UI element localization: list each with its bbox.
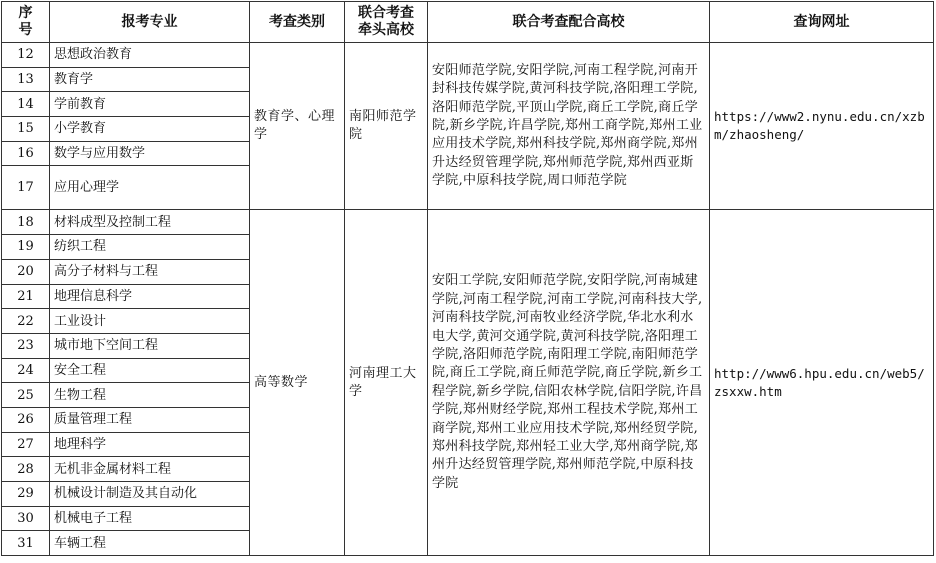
header-major: 报考专业 [50, 2, 250, 43]
row-seq: 30 [2, 506, 50, 531]
row-seq: 15 [2, 117, 50, 142]
admission-table [1, 1, 934, 556]
row-major: 地理科学 [50, 432, 250, 457]
row-seq: 27 [2, 432, 50, 457]
group1-query-url[interactable]: https://www2.nynu.edu.cn/xzbm/zhaosheng/ [710, 43, 934, 210]
group2-category: 高等数学 [250, 210, 345, 556]
row-seq: 21 [2, 284, 50, 309]
row-seq: 19 [2, 235, 50, 260]
group1-lead-school: 南阳师范学院 [345, 43, 428, 210]
table-row [2, 210, 934, 235]
group1-category: 教育学、心理学 [250, 43, 345, 210]
row-major: 纺织工程 [50, 235, 250, 260]
header-partner-schools: 联合考查配合高校 [428, 2, 710, 43]
group1-partner-schools: 安阳师范学院,安阳学院,河南工程学院,河南开封科技传媒学院,黄河科技学院,洛阳理工学院,洛阳师范学院,平顶山学院,商丘工学院,商丘学院,新乡学院,许昌学院,郑州工商学院,郑州工业应用技术学院,郑州科技学院,郑州商学院,郑州升达经贸管理学院,郑州师范学院,郑州西亚斯学院,中原科技学院,周口师范学院 [428, 43, 710, 210]
row-major: 地理信息科学 [50, 284, 250, 309]
header-row [2, 2, 934, 43]
row-major: 工业设计 [50, 309, 250, 334]
row-major: 车辆工程 [50, 531, 250, 556]
row-seq: 24 [2, 358, 50, 383]
header-query-url: 查询网址 [710, 2, 934, 43]
row-major: 教育学 [50, 67, 250, 92]
row-major: 应用心理学 [50, 166, 250, 210]
row-seq: 29 [2, 482, 50, 507]
group2-lead-school: 河南理工大学 [345, 210, 428, 556]
row-major: 小学教育 [50, 117, 250, 142]
row-major: 材料成型及控制工程 [50, 210, 250, 235]
group2-query-url[interactable]: http://www6.hpu.edu.cn/web5/zsxxw.htm [710, 210, 934, 556]
header-lead-school: 联合考查牵头高校 [345, 2, 428, 43]
row-seq: 20 [2, 259, 50, 284]
table-row [2, 43, 934, 68]
row-major: 生物工程 [50, 383, 250, 408]
row-major: 城市地下空间工程 [50, 333, 250, 358]
row-major: 无机非金属材料工程 [50, 457, 250, 482]
row-major: 学前教育 [50, 92, 250, 117]
row-seq: 22 [2, 309, 50, 334]
row-major: 高分子材料与工程 [50, 259, 250, 284]
row-seq: 23 [2, 333, 50, 358]
row-major: 数学与应用数学 [50, 141, 250, 166]
row-major: 思想政治教育 [50, 43, 250, 68]
row-major: 安全工程 [50, 358, 250, 383]
row-major: 质量管理工程 [50, 407, 250, 432]
row-seq: 28 [2, 457, 50, 482]
row-major: 机械设计制造及其自动化 [50, 482, 250, 507]
row-seq: 16 [2, 141, 50, 166]
row-major: 机械电子工程 [50, 506, 250, 531]
row-seq: 26 [2, 407, 50, 432]
row-seq: 31 [2, 531, 50, 556]
header-category: 考查类别 [250, 2, 345, 43]
row-seq: 17 [2, 166, 50, 210]
row-seq: 13 [2, 67, 50, 92]
row-seq: 12 [2, 43, 50, 68]
row-seq: 14 [2, 92, 50, 117]
group2-partner-schools: 安阳工学院,安阳师范学院,安阳学院,河南城建学院,河南工程学院,河南工学院,河南科技大学,河南科技学院,河南牧业经济学院,华北水利水电大学,黄河交通学院,黄河科技学院,洛阳理工学院,洛阳师范学院,南阳理工学院,南阳师范学院,商丘工学院,商丘师范学院,商丘学院,新乡工程学院,新乡学院,信阳农林学院,信阳学院,许昌学院,郑州财经学院,郑州工程技术学院,郑州工商学院,郑州工业应用技术学院,郑州经贸学院,郑州科技学院,郑州轻工业大学,郑州商学院,郑州升达经贸管理学院,郑州师范学院,中原科技学院 [428, 210, 710, 556]
row-seq: 18 [2, 210, 50, 235]
row-seq: 25 [2, 383, 50, 408]
header-seq: 序号 [2, 2, 50, 43]
